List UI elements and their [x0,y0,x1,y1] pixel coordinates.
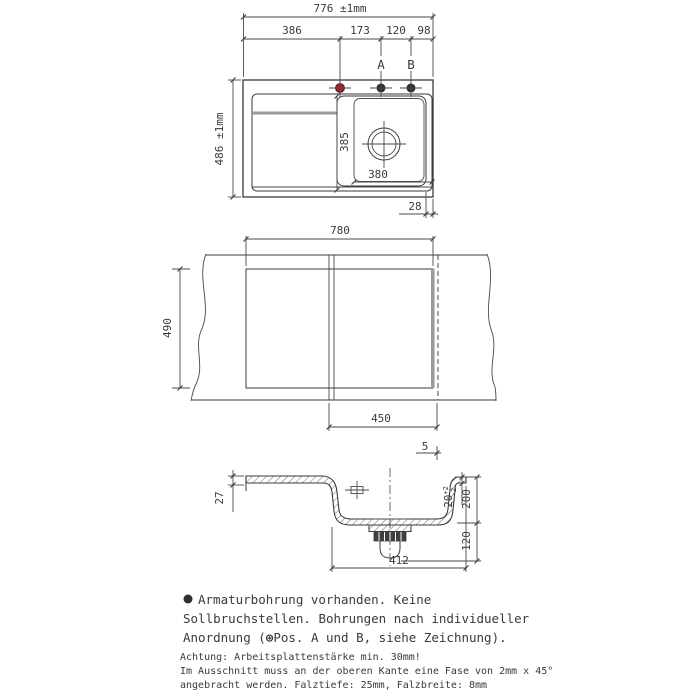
bullet-icon [184,595,193,604]
dim-basin-length: 385 [338,132,351,152]
drain-circles [362,121,406,168]
break-line-left [191,254,206,401]
dim-reveal-plus: +2 [442,486,450,495]
dim-cutout-height: 490 [161,318,174,338]
note-line3-post: Pos. A und B, siehe Zeichnung). [273,630,507,645]
dim-right-offset: 28 [408,200,422,213]
basin-inner [354,99,424,182]
note-line3-pre: Anordnung ( [183,630,266,645]
dim-cutout-width: 780 [330,224,350,237]
cutout-view [161,224,496,460]
note-line2: Sollbruchstellen. Bohrungen nach individueller [183,611,530,626]
warning-line1: Achtung: Arbeitsplattenstärke min. 30mm! [180,652,421,663]
dim-seg4: 98 [417,24,431,37]
dim-depth: 200 [460,489,473,509]
dim-height: 486 ±1mm [213,112,226,166]
cutout-rect [246,269,433,388]
center-mark [345,481,369,499]
hole-label-b: B [407,57,415,72]
dim-offset-450: 450 [371,412,391,425]
dim-lip-height: 27 [213,491,226,505]
note-line1: Armaturbohrung vorhanden. Keine [198,592,432,607]
break-line-right [487,254,496,401]
dim-seg1: 386 [282,24,302,37]
dim-falz-gap: 5 [421,440,429,453]
hole-symbol-icon: ⊕ [265,630,274,645]
drain-assembly [369,468,411,566]
dim-reveal [442,486,458,508]
dim-reveal-value: 20 [442,494,455,508]
dim-seg3: 120 [386,24,406,37]
section-view [213,468,481,572]
falz-strip [431,269,435,388]
dim-basin-width: 380 [368,168,388,181]
sink-section-profile [246,476,466,525]
dim-bottom-width: 412 [389,554,409,567]
dim-drain-height: 120 [460,531,473,551]
dim-total-width: 776 ±1mm [313,2,367,15]
warning-line3: angebracht werden. Falztiefe: 25mm, Falzbreite: 8mm [180,680,488,691]
note-line3 [183,630,507,645]
dim-seg2: 173 [350,24,370,37]
svg-text:20+2-2 [442,486,458,508]
hole-label-a: A [377,57,385,72]
dim-reveal-minus: -2 [450,487,458,497]
notes-block [180,592,553,691]
warning-line2: Im Ausschnitt muss an der oberen Kante eine Fase von 2mm x 45° [180,666,554,677]
